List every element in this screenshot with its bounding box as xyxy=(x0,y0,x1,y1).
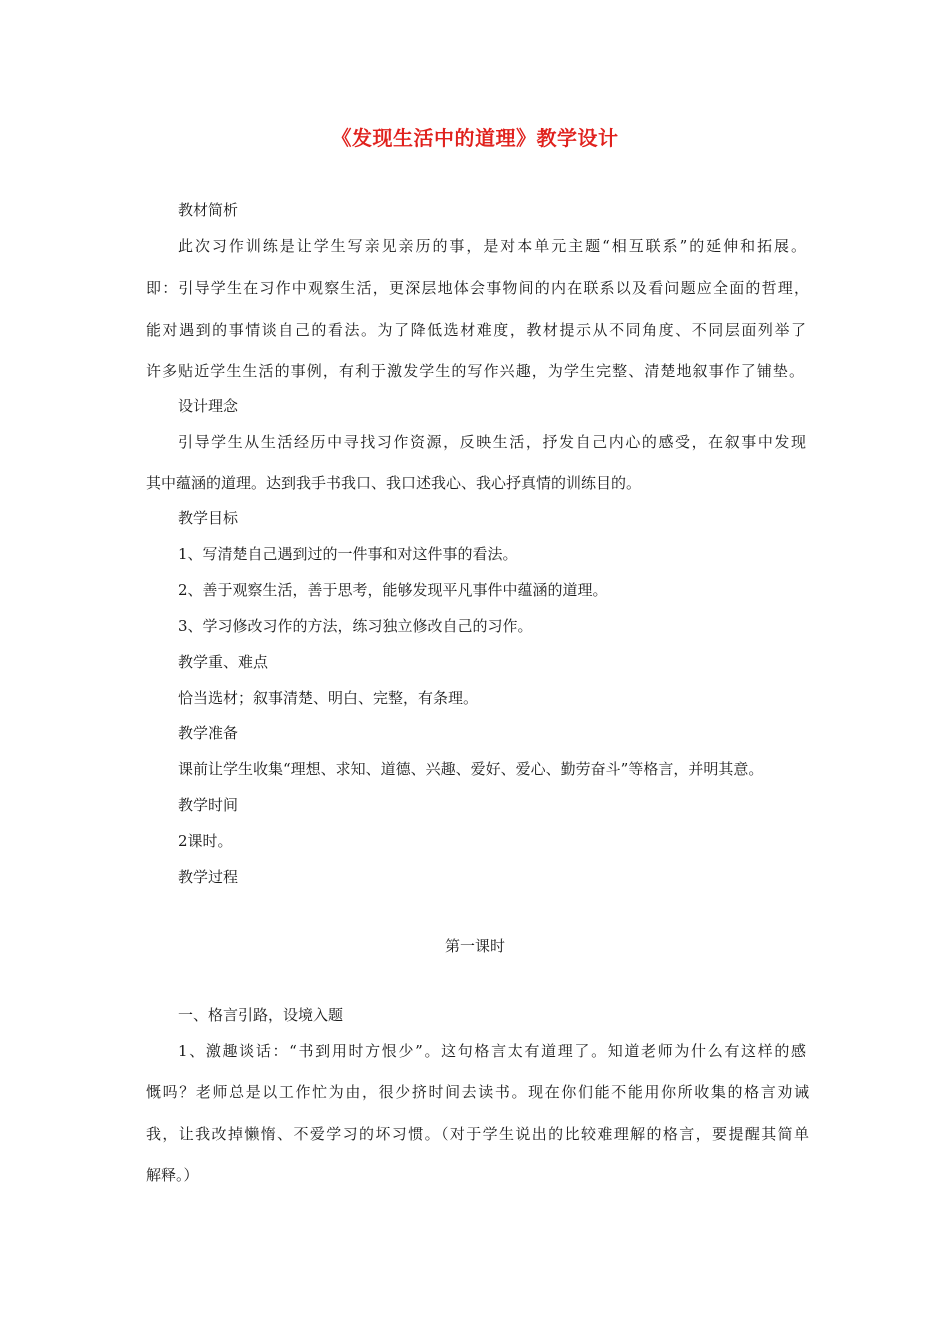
paragraph-line: 其中蕴涵的道理。达到我手书我口、我口述我心、我心抒真情的训练目的。 xyxy=(146,474,642,492)
step-heading: 一、格言引路，设境入题 xyxy=(178,1006,344,1024)
goal-item: 3、学习修改习作的方法，练习独立修改自己的习作。 xyxy=(178,617,533,635)
section-heading-prep: 教学准备 xyxy=(178,724,239,742)
time-text: 2课时。 xyxy=(178,832,233,850)
paragraph-line: 此次习作训练是让学生写亲见亲历的事，是对本单元主题“相互联系”的延伸和拓展。 xyxy=(178,237,806,255)
document-title: 《发现生活中的道理》教学设计 xyxy=(331,126,619,150)
section-heading-material: 教材简析 xyxy=(178,201,239,219)
lesson-heading: 第一课时 xyxy=(444,937,505,955)
section-heading-process: 教学过程 xyxy=(178,868,239,886)
paragraph-line: 1、激趣谈话：“书到用时方恨少”。这句格言太有道理了。知道老师为什么有这样的感 xyxy=(178,1042,806,1060)
paragraph-line: 许多贴近学生生活的事例，有利于激发学生的写作兴趣，为学生完整、清楚地叙事作了铺垫。 xyxy=(146,362,804,380)
goal-item: 1、写清楚自己遇到过的一件事和对这件事的看法。 xyxy=(178,545,518,563)
paragraph-line: 引导学生从生活经历中寻找习作资源，反映生活，抒发自己内心的感受，在叙事中发现 xyxy=(178,433,806,451)
section-heading-goals: 教学目标 xyxy=(178,509,239,527)
section-heading-focus: 教学重、难点 xyxy=(178,653,269,671)
section-heading-time: 教学时间 xyxy=(178,796,239,814)
section-heading-concept: 设计理念 xyxy=(178,397,239,415)
goal-item: 2、善于观察生活，善于思考，能够发现平凡事件中蕴涵的道理。 xyxy=(178,581,608,599)
paragraph-line: 我，让我改掉懒惰、不爱学习的坏习惯。（对于学生说出的比较难理解的格言，要提醒其简单 xyxy=(146,1125,809,1143)
paragraph-line: 慨吗？老师总是以工作忙为由，很少挤时间去读书。现在你们能不能用你所收集的格言劝诫 xyxy=(146,1083,809,1101)
paragraph-line: 能对遇到的事情谈自己的看法。为了降低选材难度，教材提示从不同角度、不同层面列举了 xyxy=(146,321,806,339)
paragraph-line: 即：引导学生在习作中观察生活，更深层地体会事物间的内在联系以及看问题应全面的哲理， xyxy=(146,279,809,297)
prep-text: 课前让学生收集“理想、求知、道德、兴趣、爱好、爱心、勤劳奋斗”等格言，并明其意。 xyxy=(178,760,764,778)
paragraph-line: 解释。） xyxy=(146,1166,199,1184)
focus-text: 恰当选材；叙事清楚、明白、完整，有条理。 xyxy=(178,689,479,707)
